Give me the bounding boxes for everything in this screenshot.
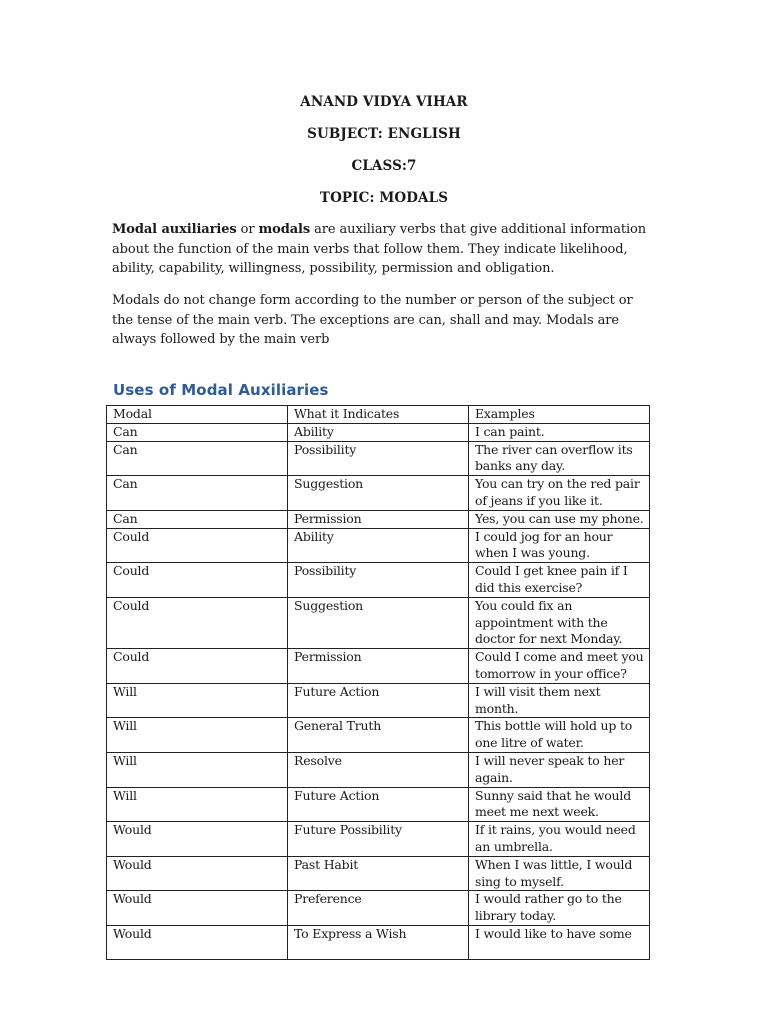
table-row xyxy=(107,649,650,684)
intro-or: or xyxy=(236,222,259,237)
example-cell: The river can overflow its banks any day. xyxy=(469,441,650,476)
table-row xyxy=(107,925,650,959)
indicates-cell: Permission xyxy=(288,510,469,528)
indicates-cell: Possibility xyxy=(288,563,469,598)
modal-cell: Could xyxy=(107,597,288,648)
table-row xyxy=(107,441,650,476)
modal-cell: Will xyxy=(107,787,288,822)
table-row xyxy=(107,718,650,753)
example-cell: I would like to have some xyxy=(469,925,650,959)
intro-paragraph-1 xyxy=(112,220,657,279)
table-row xyxy=(107,476,650,511)
table-row xyxy=(107,752,650,787)
modal-cell: Can xyxy=(107,476,288,511)
indicates-cell: Resolve xyxy=(288,752,469,787)
example-cell: Yes, you can use my phone. xyxy=(469,510,650,528)
indicates-cell: Past Habit xyxy=(288,856,469,891)
modal-cell: Can xyxy=(107,441,288,476)
example-cell: When I was little, I would sing to myself. xyxy=(469,856,650,891)
modal-cell: Will xyxy=(107,752,288,787)
indicates-cell: Possibility xyxy=(288,441,469,476)
modal-cell: Can xyxy=(107,510,288,528)
example-cell: I can paint. xyxy=(469,423,650,441)
table-row xyxy=(107,510,650,528)
table-row xyxy=(107,822,650,857)
table-row xyxy=(107,423,650,441)
indicates-cell: Future Action xyxy=(288,683,469,718)
subject-heading: SUBJECT: ENGLISH xyxy=(307,126,461,142)
modal-cell: Would xyxy=(107,925,288,959)
table-row xyxy=(107,528,650,563)
modal-cell: Could xyxy=(107,563,288,598)
indicates-cell: Preference xyxy=(288,891,469,926)
example-cell: Could I come and meet you tomorrow in your office? xyxy=(469,649,650,684)
modal-cell: Can xyxy=(107,423,288,441)
class-heading: CLASS:7 xyxy=(351,158,417,174)
modal-cell: Would xyxy=(107,856,288,891)
header-cell-indicates: What it Indicates xyxy=(288,406,469,424)
term-modals: modals xyxy=(258,222,311,237)
modal-cell: Could xyxy=(107,649,288,684)
indicates-cell: Suggestion xyxy=(288,597,469,648)
header-cell-modal: Modal xyxy=(107,406,288,424)
indicates-cell: Permission xyxy=(288,649,469,684)
indicates-cell: Ability xyxy=(288,528,469,563)
table-row xyxy=(107,563,650,598)
indicates-cell: Future Possibility xyxy=(288,822,469,857)
modal-cell: Could xyxy=(107,528,288,563)
modal-cell: Will xyxy=(107,718,288,753)
example-cell: I could jog for an hour when I was young. xyxy=(469,528,650,563)
term-modal-auxiliaries: Modal auxiliaries xyxy=(112,222,237,237)
example-cell: Could I get knee pain if I did this exercise? xyxy=(469,563,650,598)
section-title: Uses of Modal Auxiliaries xyxy=(113,381,329,399)
example-cell: This bottle will hold up to one litre of water. xyxy=(469,718,650,753)
modal-cell: Would xyxy=(107,822,288,857)
header-cell-examples: Examples xyxy=(469,406,650,424)
example-cell: I will visit them next month. xyxy=(469,683,650,718)
example-cell: If it rains, you would need an umbrella. xyxy=(469,822,650,857)
topic-heading: TOPIC: MODALS xyxy=(319,190,449,206)
example-cell: I would rather go to the library today. xyxy=(469,891,650,926)
school-name: ANAND VIDYA VIHAR xyxy=(300,94,468,110)
indicates-cell: Ability xyxy=(288,423,469,441)
table-row xyxy=(107,787,650,822)
example-cell: You could fix an appointment with the doctor for next Monday. xyxy=(469,597,650,648)
indicates-cell: To Express a Wish xyxy=(288,925,469,959)
modal-cell: Would xyxy=(107,891,288,926)
modals-table xyxy=(106,405,650,960)
table-row xyxy=(107,891,650,926)
indicates-cell: Future Action xyxy=(288,787,469,822)
table-row xyxy=(107,597,650,648)
modal-cell: Will xyxy=(107,683,288,718)
modals-table-body xyxy=(107,406,650,960)
example-cell: I will never speak to her again. xyxy=(469,752,650,787)
table-header-row xyxy=(107,406,650,424)
table-row xyxy=(107,856,650,891)
indicates-cell: Suggestion xyxy=(288,476,469,511)
intro-definition: are auxiliary verbs that give additional information about the function of the main verbs that follow them. They indicate likelihood, ability, capability, willingness, possibility, permission and obligation. xyxy=(112,222,647,276)
intro-paragraph-2: Modals do not change form according to the number or person of the subject or the tense of the main verb. The exceptions are can, shall and may. Modals are always followed by the main verb xyxy=(112,293,633,347)
example-cell: You can try on the red pair of jeans if you like it. xyxy=(469,476,650,511)
table-row xyxy=(107,683,650,718)
indicates-cell: General Truth xyxy=(288,718,469,753)
example-cell: Sunny said that he would meet me next week. xyxy=(469,787,650,822)
